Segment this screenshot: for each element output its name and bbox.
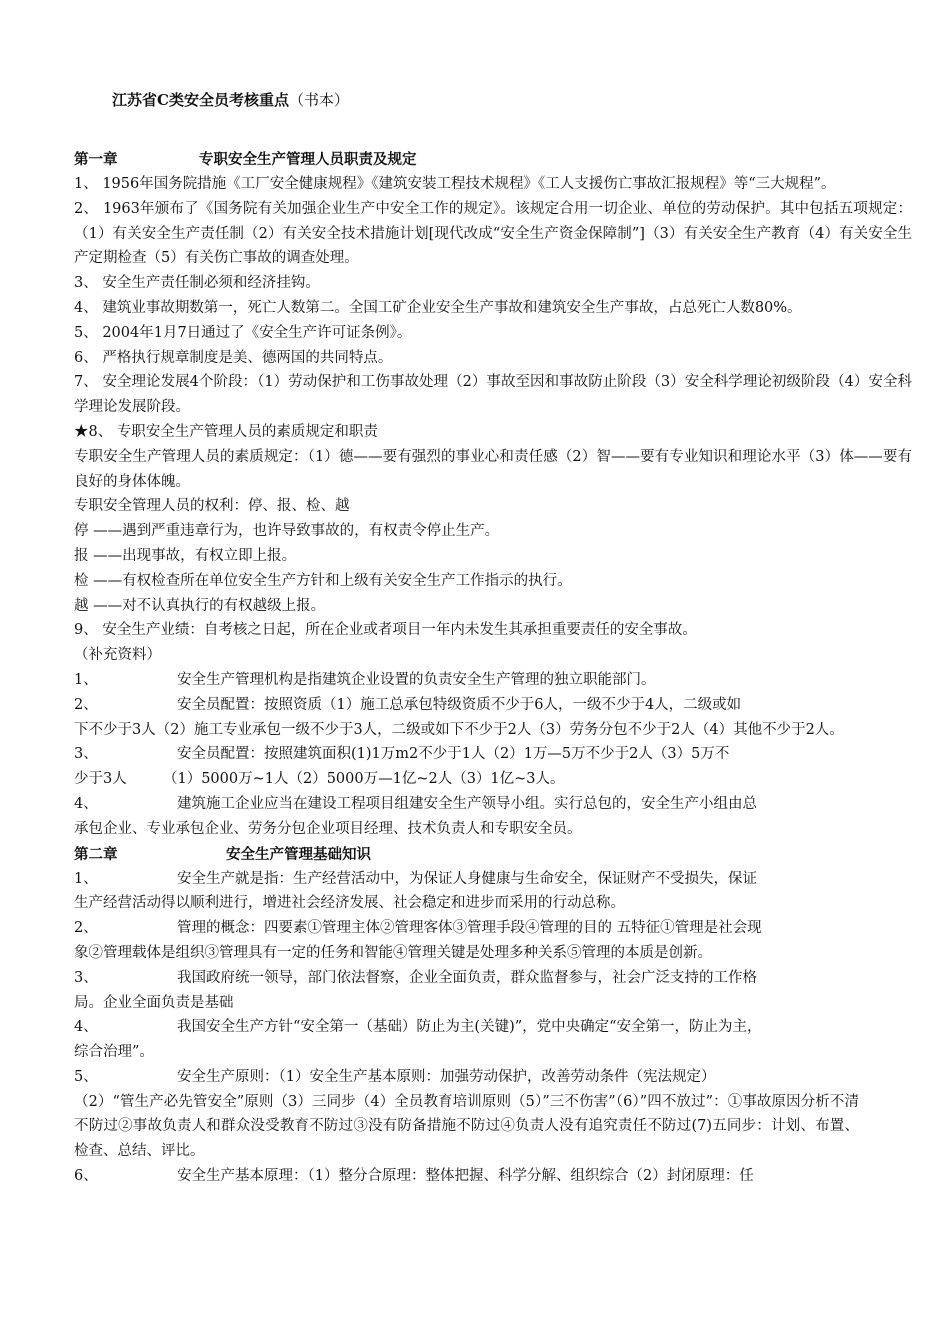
ch2-item-4 bbox=[74, 1015, 859, 1065]
supplement-item-4 bbox=[74, 792, 859, 842]
supplement-num: 4、 bbox=[74, 795, 98, 812]
ch2-num: 2、 bbox=[74, 920, 98, 937]
supplement-cont: 下不少于3人（2）施工专业承包一级不少于3人，二级或如下不少于2人（3）劳务分包不少于2人（4）其他不少于2人。 bbox=[74, 721, 844, 738]
ch1-right-report: 报 ——出现事故，有权立即上报。 bbox=[74, 547, 297, 564]
supplement-item-2 bbox=[74, 693, 859, 743]
document-page bbox=[74, 88, 912, 1189]
ch1-right-inspect: 检 ——有权检查所在单位安全生产方针和上级有关安全生产工作指示的执行。 bbox=[74, 572, 572, 589]
chapter2-heading bbox=[74, 842, 912, 867]
supplement-num: 1、 bbox=[74, 671, 98, 688]
ch1-item-9: 9、 安全生产业绩：自考核之日起，所在企业或者项目一年内未发生其承担重要责任的安全事故。 bbox=[74, 622, 697, 639]
supplement-item-3 bbox=[74, 742, 859, 792]
ch2-text: 我国政府统一领导，部门依法督察，企业全面负责，群众监督参与，社会广泛支持的工作格 bbox=[177, 969, 757, 986]
title-paren: （书本） bbox=[288, 91, 349, 109]
ch1-supplement-label: （补充资料） bbox=[74, 647, 161, 664]
supplement-text: 安全员配置：按照建筑面积(1)1万m2不少于1人（2）1万—5万不少于2人（3）5万不 bbox=[177, 746, 730, 763]
ch2-text: 管理的概念：四要素①管理主体②管理客体③管理手段④管理的目的 五特征①管理是社会现 bbox=[177, 920, 762, 937]
ch2-item-6 bbox=[74, 1164, 859, 1189]
ch2-item-2 bbox=[74, 916, 859, 966]
ch2-num: 5、 bbox=[74, 1068, 98, 1085]
ch2-text: 安全生产就是指：生产经营活动中，为保证人身健康与生命安全，保证财产不受损失，保证 bbox=[177, 870, 757, 887]
supplement-cont: 少于3人 （1）5000万~1人（2）5000万—1亿~2人（3）1亿~3人。 bbox=[74, 771, 565, 788]
supplement-text: 建筑施工企业应当在建设工程项目组建安全生产领导小组。实行总包的，安全生产小组由总 bbox=[177, 795, 757, 812]
ch1-item-7: 7、 安全理论发展4个阶段：（1）劳动保护和工伤事故处理（2）事故至因和事故防止阶段（3）安全科学理论初级阶段（4）安全科学理论发展阶段。 bbox=[74, 374, 912, 416]
supplement-cont: 承包企业、专业承包企业、劳务分包企业项目经理、技术负责人和专职安全员。 bbox=[74, 820, 582, 837]
supplement-text: 安全员配置：按照资质（1）施工总承包特级资质不少于6人，一级不少于4人，二级或如 bbox=[177, 696, 742, 713]
ch2-cont: 综合治理”。 bbox=[74, 1044, 154, 1061]
supplement-num: 2、 bbox=[74, 696, 98, 713]
ch2-text: 安全生产原则：（1）安全生产基本原则：加强劳动保护，改善劳动条件（宪法规定） bbox=[177, 1068, 716, 1085]
ch1-qualification: 专职安全生产管理人员的素质规定：（1）德——要有强烈的事业心和责任感（2）智——要有专业知识和理论水平（3）体——要有良好的身体体魄。 bbox=[74, 448, 912, 490]
chapter1-title: 专职安全生产管理人员职责及规定 bbox=[199, 151, 417, 168]
ch1-item-4: 4、 建筑业事故期数第一，死亡人数第二。全国工矿企业安全生产事故和建筑安全生产事故，占总死亡人数80%。 bbox=[74, 299, 802, 316]
ch2-cont: 局。企业全面负责是基础 bbox=[74, 994, 234, 1011]
ch2-num: 6、 bbox=[74, 1168, 98, 1185]
chapter2-label: 第二章 bbox=[74, 845, 118, 863]
ch1-item-3: 3、 安全生产责任制必须和经济挂钩。 bbox=[74, 275, 320, 292]
ch1-rights: 专职安全管理人员的权利：停、报、检、越 bbox=[74, 498, 350, 515]
chapter1-heading bbox=[74, 147, 912, 172]
ch1-item-1: 1、 1956年国务院措施《工厂安全健康规程》《建筑安装工程技术规程》《工人支援伤亡事故汇报规程》等“三大规程”。 bbox=[74, 176, 836, 192]
chapter2-title: 安全生产管理基础知识 bbox=[226, 845, 371, 863]
supplement-item-1 bbox=[74, 668, 912, 693]
ch2-cont: （2）“管生产必先管安全”原则（3）三同步（4）全员教育培训原则（5）”三不伤害”（6）”四不放过”：①事故原因分析不清不防过②事故负责人和群众没受教育不防过③没有防备措施不防过④负责人没有追究责任不防过(7)五同步：计划、布置、检查、总结、评比。 bbox=[74, 1093, 859, 1160]
supplement-text: 安全生产管理机构是指建筑企业设置的负责安全生产管理的独立职能部门。 bbox=[177, 671, 656, 688]
ch2-item-1 bbox=[74, 867, 859, 917]
ch2-text: 安全生产基本原理：（1）整分合原理：整体把握、科学分解、组织综合（2）封闭原理：任 bbox=[177, 1168, 754, 1185]
ch1-item-8-star: ★8、 专职安全生产管理人员的素质规定和职责 bbox=[74, 423, 378, 440]
title-main: 江苏省C类安全员考核重点 bbox=[112, 91, 289, 109]
ch1-item-6: 6、 严格执行规章制度是美、德两国的共同特点。 bbox=[74, 349, 393, 366]
ch1-item-2: 2、 1963年颁布了《国务院有关加强企业生产中安全工作的规定》。该规定合用一切企业、单位的劳动保护。其中包括五项规定：（1）有关安全生产责任制（2）有关安全技术措施计划[现代改成“安全生产资金保障制”]（3）有关安全生产教育（4）有关安全生产定期检查（5）有关伤亡事故的调查处理。 bbox=[74, 200, 912, 267]
ch2-text: 我国安全生产方针“安全第一（基础）防止为主(关键)”，党中央确定“安全第一，防止为主， bbox=[177, 1019, 762, 1036]
supplement-num: 3、 bbox=[74, 746, 98, 763]
ch2-num: 4、 bbox=[74, 1019, 98, 1036]
ch2-num: 1、 bbox=[74, 870, 98, 887]
ch1-right-overreport: 越 ——对不认真执行的有权越级上报。 bbox=[74, 597, 326, 614]
ch1-item-5: 5、 2004年1月7日通过了《安全生产许可证条例》。 bbox=[74, 324, 412, 341]
ch2-item-5 bbox=[74, 1065, 859, 1164]
ch2-item-3 bbox=[74, 966, 859, 1016]
ch1-right-stop: 停 ——遇到严重违章行为，也许导致事故的，有权责令停止生产。 bbox=[74, 523, 500, 540]
chapter1-label: 第一章 bbox=[74, 151, 118, 168]
document-title bbox=[112, 88, 912, 112]
ch2-cont: 象②管理载体是组织③管理具有一定的任务和智能④管理关键是处理多种关系⑤管理的本质是创新。 bbox=[74, 944, 712, 961]
ch2-cont: 生产经营活动得以顺利进行，增进社会经济发展、社会稳定和进步而采用的行动总称。 bbox=[74, 895, 625, 912]
ch2-num: 3、 bbox=[74, 969, 98, 986]
